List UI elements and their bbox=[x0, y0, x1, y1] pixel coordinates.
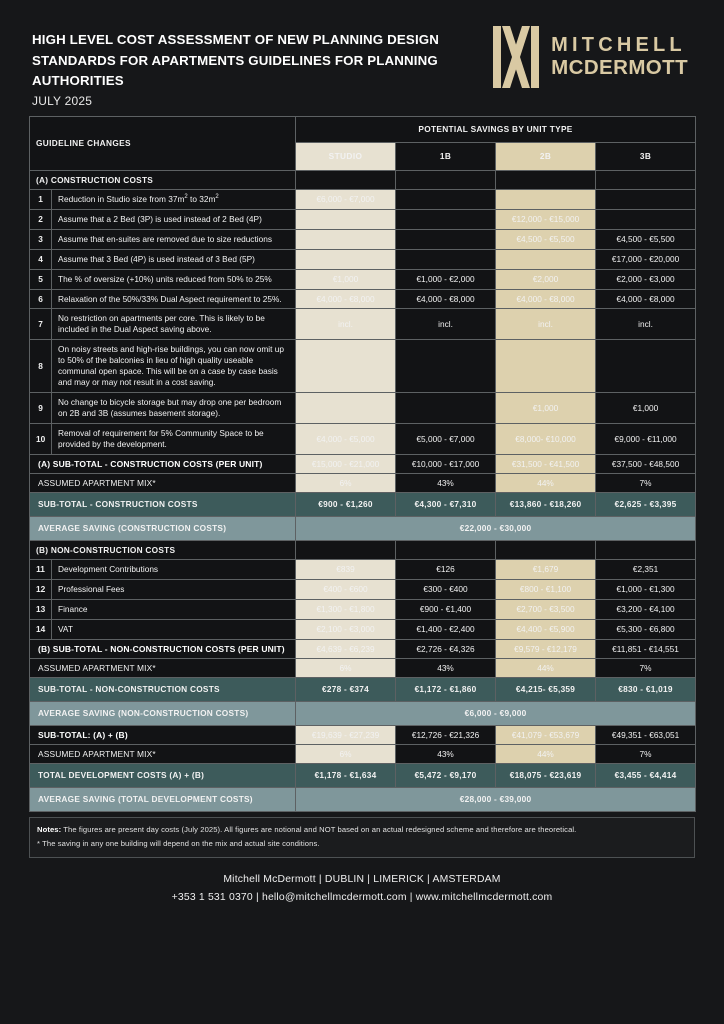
footer-contact: +353 1 531 0370 | hello@mitchellmcdermott.com | www.mitchellmcdermott.com bbox=[171, 891, 553, 903]
table-row bbox=[30, 289, 696, 309]
b-subtotal bbox=[30, 677, 696, 701]
notes-line-1 bbox=[37, 823, 687, 837]
ab-subtotal bbox=[30, 725, 696, 744]
table-row bbox=[30, 249, 696, 269]
cell-3b: €9,000 - €11,000 bbox=[596, 423, 696, 454]
brand-line-2: MCDERMOTT bbox=[551, 56, 688, 80]
cell-3b: €3,200 - €4,100 bbox=[596, 599, 696, 619]
header-text-block bbox=[32, 26, 452, 108]
row-number: 12 bbox=[30, 579, 52, 599]
cell-studio: €1,000 bbox=[296, 269, 396, 289]
ab-total-development-costs-studio: €1,178 - €1,634 bbox=[296, 763, 396, 787]
table-row bbox=[30, 579, 696, 599]
cost-table-wrapper bbox=[0, 116, 724, 812]
row-description: Assume that en-suites are removed due to size reductions bbox=[52, 229, 296, 249]
cell-2b bbox=[496, 189, 596, 209]
cell-3b: €5,300 - €6,800 bbox=[596, 619, 696, 639]
cell-2b bbox=[496, 340, 596, 393]
a-average-saving-value: €22,000 - €30,000 bbox=[296, 516, 696, 540]
cell-3b bbox=[596, 189, 696, 209]
a-subtotal-per-unit-1b: €10,000 - €17,000 bbox=[396, 454, 496, 473]
cell-3b: €2,351 bbox=[596, 559, 696, 579]
a-average-saving-label: AVERAGE SAVING (CONSTRUCTION COSTS) bbox=[30, 516, 296, 540]
b-apartment-mix-2b: 44% bbox=[496, 658, 596, 677]
a-average-saving bbox=[30, 516, 696, 540]
cell-studio: €1,300 - €1,800 bbox=[296, 599, 396, 619]
b-subtotal-2b: €4,215- €5,359 bbox=[496, 677, 596, 701]
row-description: The % of oversize (+10%) units reduced from 50% to 25% bbox=[52, 269, 296, 289]
cost-assessment-table bbox=[29, 116, 696, 812]
ab-subtotal-label: SUB-TOTAL: (A) + (B) bbox=[30, 725, 296, 744]
notes-text-1: The figures are present day costs (July 2025). All figures are notional and NOT based on an actual redesigned scheme and therefore are theoretical. bbox=[61, 824, 577, 834]
row-description: Relaxation of the 50%/33% Dual Aspect requirement to 25%. bbox=[52, 289, 296, 309]
a-subtotal-per-unit-label: (A) SUB-TOTAL - CONSTRUCTION COSTS (PER UNIT) bbox=[30, 454, 296, 473]
cell-2b: €1,000 bbox=[496, 393, 596, 424]
header-guideline-changes: GUIDELINE CHANGES bbox=[30, 116, 296, 170]
a-subtotal-per-unit-studio: €15,000 - €21,000 bbox=[296, 454, 396, 473]
b-subtotal-per-unit-studio: €4,639 - €6,239 bbox=[296, 639, 396, 658]
a-apartment-mix-3b: 7% bbox=[596, 473, 696, 492]
row-description: Removal of requirement for 5% Community Space to be provided by the development. bbox=[52, 423, 296, 454]
cell-studio: €6,000 - €7,000 bbox=[296, 189, 396, 209]
cell-1b: €5,000 - €7,000 bbox=[396, 423, 496, 454]
header-unit-studio: STUDIO bbox=[296, 142, 396, 170]
row-description: No restriction on apartments per core. This is likely to be included in the Dual Aspect saving above. bbox=[52, 309, 296, 340]
a-apartment-mix bbox=[30, 473, 696, 492]
cell-1b bbox=[396, 249, 496, 269]
cell-studio: incl. bbox=[296, 309, 396, 340]
row-number: 4 bbox=[30, 249, 52, 269]
cell-1b: €1,400 - €2,400 bbox=[396, 619, 496, 639]
cell-studio bbox=[296, 340, 396, 393]
row-number: 3 bbox=[30, 229, 52, 249]
row-description: Assume that a 2 Bed (3P) is used instead of 2 Bed (4P) bbox=[52, 209, 296, 229]
row-description: VAT bbox=[52, 619, 296, 639]
cell-studio bbox=[296, 393, 396, 424]
cell-3b: €1,000 bbox=[596, 393, 696, 424]
table-row bbox=[30, 340, 696, 393]
cell-1b: €1,000 - €2,000 bbox=[396, 269, 496, 289]
ab-average-saving bbox=[30, 787, 696, 811]
table-row bbox=[30, 209, 696, 229]
ab-subtotal-2b: €41,079 - €53,679 bbox=[496, 725, 596, 744]
header-unit-1b: 1B bbox=[396, 142, 496, 170]
cell-3b: €1,000 - €1,300 bbox=[596, 579, 696, 599]
header-unit-3b: 3B bbox=[596, 142, 696, 170]
cell-2b: €8,000- €10,000 bbox=[496, 423, 596, 454]
b-subtotal-per-unit-label: (B) SUB-TOTAL - NON-CONSTRUCTION COSTS (PER UNIT) bbox=[30, 639, 296, 658]
page-date: JULY 2025 bbox=[32, 93, 93, 108]
ab-apartment-mix-2b: 44% bbox=[496, 744, 596, 763]
b-apartment-mix bbox=[30, 658, 696, 677]
cell-2b: €12,000 - €15,000 bbox=[496, 209, 596, 229]
page-title: HIGH LEVEL COST ASSESSMENT OF NEW PLANNING DESIGN STANDARDS FOR APARTMENTS GUIDELINES FOR PLANNING AUTHORITIES bbox=[32, 32, 440, 89]
cell-1b: €900 - €1,400 bbox=[396, 599, 496, 619]
section-label-a: (A) CONSTRUCTION COSTS bbox=[30, 170, 296, 189]
notes-label: Notes: bbox=[37, 824, 62, 834]
ab-total-development-costs-1b: €5,472 - €9,170 bbox=[396, 763, 496, 787]
cell-2b bbox=[496, 249, 596, 269]
a-subtotal-label: SUB-TOTAL - CONSTRUCTION COSTS bbox=[30, 492, 296, 516]
ab-average-saving-label: AVERAGE SAVING (TOTAL DEVELOPMENT COSTS) bbox=[30, 787, 296, 811]
cell-2b: €4,000 - €8,000 bbox=[496, 289, 596, 309]
a-subtotal-3b: €2,625 - €3,395 bbox=[596, 492, 696, 516]
table-row bbox=[30, 423, 696, 454]
b-subtotal-per-unit bbox=[30, 639, 696, 658]
row-description: Development Contributions bbox=[52, 559, 296, 579]
b-subtotal-studio: €278 - €374 bbox=[296, 677, 396, 701]
cell-1b bbox=[396, 229, 496, 249]
b-subtotal-per-unit-2b: €9,579 - €12,179 bbox=[496, 639, 596, 658]
row-description: Professional Fees bbox=[52, 579, 296, 599]
b-apartment-mix-3b: 7% bbox=[596, 658, 696, 677]
cell-1b bbox=[396, 209, 496, 229]
notes-line-2: * The saving in any one building will depend on the mix and actual site conditions. bbox=[37, 838, 320, 848]
row-description: Finance bbox=[52, 599, 296, 619]
row-description: Reduction in Studio size from $37m^2$ to $32m^2$ bbox=[52, 189, 296, 209]
notes-box bbox=[29, 817, 695, 858]
ab-subtotal-studio: €19,639 - €27,239 bbox=[296, 725, 396, 744]
brand-line-1: MITCHELL bbox=[551, 34, 686, 57]
a-subtotal-studio: €900 - €1,260 bbox=[296, 492, 396, 516]
section-spacer-studio bbox=[296, 170, 396, 189]
table-row bbox=[30, 619, 696, 639]
header-unit-2b: 2B bbox=[496, 142, 596, 170]
cell-studio: €4,000 - €8,000 bbox=[296, 289, 396, 309]
a-apartment-mix-2b: 44% bbox=[496, 473, 596, 492]
ab-average-saving-value: €28,000 - €39,000 bbox=[296, 787, 696, 811]
cell-1b bbox=[396, 189, 496, 209]
row-number: 13 bbox=[30, 599, 52, 619]
b-average-saving-value: €6,000 - €9,000 bbox=[296, 701, 696, 725]
b-subtotal-1b: €1,172 - €1,860 bbox=[396, 677, 496, 701]
ab-apartment-mix bbox=[30, 744, 696, 763]
section-spacer-3b bbox=[596, 170, 696, 189]
section-spacer-b-2b bbox=[496, 540, 596, 559]
a-subtotal-2b: €13,860 - €18,260 bbox=[496, 492, 596, 516]
cell-1b: €126 bbox=[396, 559, 496, 579]
a-subtotal-1b: €4,300 - €7,310 bbox=[396, 492, 496, 516]
section-spacer-b-studio bbox=[296, 540, 396, 559]
a-apartment-mix-label: ASSUMED APARTMENT MIX* bbox=[30, 473, 296, 492]
ab-total-development-costs-3b: €3,455 - €4,414 bbox=[596, 763, 696, 787]
row-number: 2 bbox=[30, 209, 52, 229]
footer-offices: Mitchell McDermott | DUBLIN | LIMERICK | AMSTERDAM bbox=[223, 873, 501, 885]
ab-total-development-costs-2b: €18,075 - €23,619 bbox=[496, 763, 596, 787]
ab-apartment-mix-1b: 43% bbox=[396, 744, 496, 763]
table-row bbox=[30, 559, 696, 579]
brand-wordmark bbox=[551, 35, 688, 79]
a-subtotal bbox=[30, 492, 696, 516]
b-average-saving-label: AVERAGE SAVING (NON-CONSTRUCTION COSTS) bbox=[30, 701, 296, 725]
row-description: Assume that 3 Bed (4P) is used instead of 3 Bed (5P) bbox=[52, 249, 296, 269]
ab-apartment-mix-3b: 7% bbox=[596, 744, 696, 763]
row-number: 10 bbox=[30, 423, 52, 454]
table-header-row-1 bbox=[30, 116, 696, 142]
cell-2b: €800 - €1,100 bbox=[496, 579, 596, 599]
cell-2b: €1,679 bbox=[496, 559, 596, 579]
cell-2b: incl. bbox=[496, 309, 596, 340]
cell-studio bbox=[296, 249, 396, 269]
mitchell-mcdermott-mark-icon bbox=[493, 26, 539, 88]
table-row bbox=[30, 229, 696, 249]
section-spacer-2b bbox=[496, 170, 596, 189]
table-row bbox=[30, 269, 696, 289]
cell-studio: €4,000 - €5,000 bbox=[296, 423, 396, 454]
b-apartment-mix-1b: 43% bbox=[396, 658, 496, 677]
cell-3b: €17,000 - €20,000 bbox=[596, 249, 696, 269]
row-number: 11 bbox=[30, 559, 52, 579]
a-subtotal-per-unit-3b: €37,500 - €48,500 bbox=[596, 454, 696, 473]
section-spacer-1b bbox=[396, 170, 496, 189]
b-subtotal-label: SUB-TOTAL - NON-CONSTRUCTION COSTS bbox=[30, 677, 296, 701]
ab-apartment-mix-label: ASSUMED APARTMENT MIX* bbox=[30, 744, 296, 763]
ab-total-development-costs bbox=[30, 763, 696, 787]
cell-1b bbox=[396, 393, 496, 424]
document-footer bbox=[0, 858, 724, 907]
cell-3b: €4,500 - €5,500 bbox=[596, 229, 696, 249]
b-apartment-mix-studio: 6% bbox=[296, 658, 396, 677]
b-subtotal-per-unit-3b: €11,851 - €14,551 bbox=[596, 639, 696, 658]
cell-studio bbox=[296, 229, 396, 249]
cell-3b: €4,000 - €8,000 bbox=[596, 289, 696, 309]
section-header-construction-costs bbox=[30, 170, 696, 189]
cell-studio: €2,100 - €3,000 bbox=[296, 619, 396, 639]
cell-3b: incl. bbox=[596, 309, 696, 340]
ab-subtotal-1b: €12,726 - €21,326 bbox=[396, 725, 496, 744]
cell-3b: €2,000 - €3,000 bbox=[596, 269, 696, 289]
cell-1b bbox=[396, 340, 496, 393]
row-number: 7 bbox=[30, 309, 52, 340]
section-spacer-b-3b bbox=[596, 540, 696, 559]
ab-total-development-costs-label: TOTAL DEVELOPMENT COSTS (A) + (B) bbox=[30, 763, 296, 787]
ab-apartment-mix-studio: 6% bbox=[296, 744, 396, 763]
table-row bbox=[30, 393, 696, 424]
row-number: 14 bbox=[30, 619, 52, 639]
b-subtotal-3b: €830 - €1,019 bbox=[596, 677, 696, 701]
row-number: 8 bbox=[30, 340, 52, 393]
a-subtotal-per-unit-2b: €31,500 - €41,500 bbox=[496, 454, 596, 473]
cell-studio bbox=[296, 209, 396, 229]
cell-1b: incl. bbox=[396, 309, 496, 340]
table-row bbox=[30, 309, 696, 340]
cell-2b: €2,700 - €3,500 bbox=[496, 599, 596, 619]
cell-2b: €4,500 - €5,500 bbox=[496, 229, 596, 249]
row-description: No change to bicycle storage but may drop one per bedroom on 2B and 3B (assumes basement storage). bbox=[52, 393, 296, 424]
company-logo bbox=[493, 26, 694, 88]
cost-table-body bbox=[30, 116, 696, 811]
section-spacer-b-1b bbox=[396, 540, 496, 559]
cell-1b: €4,000 - €8,000 bbox=[396, 289, 496, 309]
table-row bbox=[30, 189, 696, 209]
b-average-saving bbox=[30, 701, 696, 725]
cell-3b bbox=[596, 209, 696, 229]
cell-1b: €300 - €400 bbox=[396, 579, 496, 599]
a-apartment-mix-1b: 43% bbox=[396, 473, 496, 492]
cell-studio: €839 bbox=[296, 559, 396, 579]
row-number: 9 bbox=[30, 393, 52, 424]
cell-2b: €4,400 - €5,900 bbox=[496, 619, 596, 639]
section-label-b: (B) NON-CONSTRUCTION COSTS bbox=[30, 540, 296, 559]
document-header bbox=[0, 0, 724, 116]
row-number: 6 bbox=[30, 289, 52, 309]
table-row bbox=[30, 599, 696, 619]
row-number: 5 bbox=[30, 269, 52, 289]
row-number: 1 bbox=[30, 189, 52, 209]
section-header-non-construction-costs bbox=[30, 540, 696, 559]
b-apartment-mix-label: ASSUMED APARTMENT MIX* bbox=[30, 658, 296, 677]
cell-3b bbox=[596, 340, 696, 393]
ab-subtotal-3b: €49,351 - €63,051 bbox=[596, 725, 696, 744]
a-subtotal-per-unit bbox=[30, 454, 696, 473]
header-potential-savings: POTENTIAL SAVINGS BY UNIT TYPE bbox=[296, 116, 696, 142]
b-subtotal-per-unit-1b: €2,726 - €4,326 bbox=[396, 639, 496, 658]
cell-studio: €400 - €600 bbox=[296, 579, 396, 599]
row-description: On noisy streets and high-rise buildings, you can now omit up to 50% of the balconies in lieu of high quality useable communal open space. This will be on a case by case basis and may or may not result in a cost saving. bbox=[52, 340, 296, 393]
a-apartment-mix-studio: 6% bbox=[296, 473, 396, 492]
cell-2b: €2,000 bbox=[496, 269, 596, 289]
